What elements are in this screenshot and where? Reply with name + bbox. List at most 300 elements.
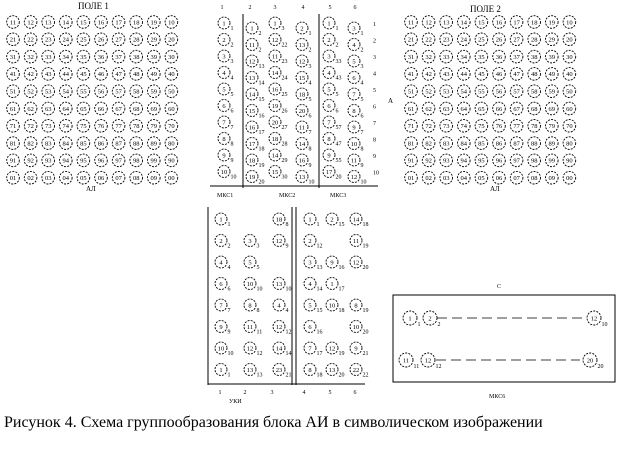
mks-cell-subscript: 7 [308,130,312,136]
field-1-cell-number: 45 [80,71,87,79]
field-2-cell-number: 97 [513,157,520,165]
uk-cell-number: 5 [248,259,252,267]
field-2-cell [510,137,523,150]
field-2-cell [510,68,523,81]
field-1-cell [112,154,125,167]
field-1-cell [77,16,90,29]
field-1-cell-number: 99 [150,157,158,165]
mks-cell-subscript: 2 [258,31,262,37]
field-1-cell-number: 47 [115,71,122,79]
mks-block [210,5,393,199]
field-2-cell-number: 64 [460,105,468,113]
mks45-cell-number: 1 [308,216,312,224]
field-1-cell [165,137,178,150]
field-1-cell [77,102,90,115]
mks-cell [348,88,364,103]
field-1-cell-number: 69 [150,105,158,113]
field-2-cell [493,154,506,167]
mks-cell-subscript: 16 [258,113,265,120]
mks45-cell [350,235,369,250]
field-2-cell [510,154,523,167]
field-1-cell-number: 93 [44,157,52,165]
field-1-cell-number: 09 [150,175,158,182]
field-1-cell [130,171,143,184]
mks-column-1: 1 [220,5,224,11]
mks45-cell-subscript: 16 [316,329,323,336]
mks-cell-subscript: 5 [335,92,339,98]
mks45-cell [304,321,323,336]
field-1-cell [42,68,55,81]
field-2-cell-number: 72 [425,123,432,131]
field-1-cell [77,120,90,133]
field-2-cell [458,33,471,46]
mks45-cell-subscript: 18 [316,372,323,379]
field-2-cell [563,16,576,29]
mks-side-label: А [388,97,394,105]
mks45-cell-number: 3 [308,259,312,267]
field-2-cell [563,171,576,184]
mks45-cell-number: 9 [354,345,358,353]
mks-cell-subscript: 5 [308,97,312,103]
field-2-cell [458,102,471,115]
field-1-cell [130,50,143,63]
mks-cell [269,133,288,148]
uk-cell-number: 9 [219,323,223,331]
field-2-cell [493,171,506,184]
mks-cell-subscript: 13 [258,64,265,70]
mks-cell-number: 8 [222,135,226,143]
mks-cell [218,133,234,148]
field-2-cell [422,171,435,184]
field-1-cell-number: 06 [97,175,105,182]
mks-cell-subscript: 5 [360,97,364,103]
field-2-cell [422,33,435,46]
field-1-cell-number: 17 [115,19,122,27]
mks45-cell-number: 8 [308,366,312,374]
field-2-cell [510,85,523,98]
field-1-cell-number: 23 [44,36,52,44]
mks-cell [269,116,288,131]
mks-cell-number: 5 [222,86,226,94]
field-1-cell [165,171,178,184]
field-1-cell [7,85,20,98]
field-1-cell-number: 12 [27,19,34,27]
field-2-cell [458,50,471,63]
field-1-cell-number: 28 [132,36,140,44]
field-2-cell-number: 45 [478,71,485,79]
field-2-cell [422,120,435,133]
uk-cell [244,364,263,379]
field-2-cell-number: 94 [460,157,468,165]
field-2-cell-number: 57 [513,88,520,96]
field-2-cell-number: 71 [407,123,415,131]
mks-row-number: 3 [373,55,376,61]
mks45-cell-subscript: 14 [316,286,323,293]
mks-cell-subscript: 10 [360,179,367,186]
field-2-cell-number: 25 [478,36,485,44]
mks-row-number: 2 [373,38,376,45]
field-1-cell-number: 62 [27,105,34,113]
field-1-cell-number: 60 [168,105,175,113]
field-2-cell [440,33,453,46]
field-1-cell-number: 70 [168,123,175,131]
mks-cell [296,105,312,120]
field-2-cell [493,33,506,46]
field-2-cell-number: 52 [425,88,432,96]
field-1-cell [148,154,161,167]
uk-column-3: 3 [270,390,274,396]
uk-cell [244,321,262,336]
mks-cell [246,121,265,136]
field-2-cell [405,85,418,98]
field-1-cell [148,137,161,150]
mks-cell-subscript: 27 [281,125,288,131]
uk-cell-number: 6 [219,280,223,288]
mks45-cell-subscript: 20 [362,329,369,336]
field-1-cell [60,102,73,115]
field-2-cell [493,120,506,133]
field-1-cell-number: 03 [44,175,52,182]
mks-cell-subscript: 2 [230,42,234,49]
field-2-cell [528,102,541,115]
field-2-cell [405,33,418,46]
field-1-cell [60,50,73,63]
mks45-cell-number: 22 [352,366,360,374]
mks-cell-number: 14 [248,91,256,99]
field-2-cell-number: 90 [566,157,573,165]
mks-cell [323,34,339,49]
uk-cell-number: 4 [219,259,223,267]
mks-cell-subscript: 6 [335,108,339,115]
uk-cell-number: 3 [248,237,252,245]
field-1-cell [130,16,143,29]
mks45-cell [304,235,323,250]
field-1-title: ПОЛЕ 1 [78,1,109,11]
mks-cell-number: 8 [327,135,331,143]
mks45-cell [350,213,369,228]
field-2-cell [546,85,559,98]
mks-cell [323,100,339,115]
field-1-cell-number: 27 [115,36,122,44]
mks-row-number: 7 [373,121,376,127]
field-1-cell [112,68,125,81]
field-2-cell [405,16,418,29]
mks-cell-number: 5 [327,86,331,94]
field-1-cell-number: 13 [44,19,52,27]
field-2-cell-number: 48 [530,71,538,79]
field-1-cell-number: 57 [115,88,122,96]
field-1-cell [148,171,161,184]
mks-cell-subscript: 9 [360,163,364,169]
field-1-cell-number: 98 [132,157,140,165]
mks-cell-number: 17 [325,168,333,176]
field-1-cell [95,50,108,63]
field-1-cell-number: 10 [168,19,175,27]
mks45-cell [326,278,345,293]
mks6-cell [403,311,421,328]
mks-cell-number: 13 [298,173,306,181]
mks-cell-number: 7 [222,119,226,127]
field-1-cell-number: 02 [27,175,34,182]
field-1-cell [148,68,161,81]
mks-cell-subscript: 7 [360,130,364,136]
mks-cell [296,55,312,70]
field-1-cell-number: 73 [44,123,52,131]
mks45-cell-subscript: 18 [362,222,369,228]
field-1-cell-number: 07 [115,175,122,182]
uk-cell [215,256,231,271]
field-2-cell [475,154,488,167]
mks6-cell-subscript: 2 [437,322,441,328]
mks45-cell-number: 6 [308,323,312,331]
field-1-cell [77,137,90,150]
field-2-cell-number: 22 [425,36,432,44]
field-1-cell-number: 67 [115,105,122,113]
mks6-cell-number: 20 [586,357,594,365]
field-1-cell [112,16,125,29]
mks-cell-subscript: 1 [230,26,234,32]
mks-cell-number: 13 [298,41,306,49]
mks-cell [348,55,364,70]
uk-cell-subscript: 10 [227,351,234,357]
field-1-cell-number: 19 [150,19,158,27]
mks-cell [323,166,342,181]
field-1-cell [148,50,161,63]
field-2-cell [563,102,576,115]
uk-cell [273,235,289,250]
field-2-cell-number: 14 [460,19,468,27]
field-2-cell-number: 99 [548,157,556,165]
mks-cell [296,171,315,186]
uk-column-4: 4 [302,390,306,396]
uk-cell-number: 23 [275,366,283,374]
uk-cell [244,342,263,357]
field-2-cell-number: 58 [530,88,538,96]
mks-cell [246,105,265,120]
field-1-cell [112,50,125,63]
mks-cell [269,149,288,164]
uk-cell-subscript: 10 [256,286,263,293]
field-1-cell [95,16,108,29]
field-1-cell [130,137,143,150]
mks-cell-number: 6 [352,74,356,82]
field-1-cell-number: 35 [80,53,87,61]
mks-cell-subscript: 3 [308,64,312,70]
uk-cell [215,364,231,379]
mks6-frame [393,295,615,382]
field-2-cell-number: 36 [495,53,503,61]
mks-cell-number: 13 [248,74,256,82]
field-1-cell-number: 90 [168,157,175,165]
field-1-cell-number: 54 [62,88,70,96]
uk-cell [273,213,289,228]
field-2-cell [440,68,453,81]
mks-cell-number: 2 [300,25,304,33]
field-2-cell [422,137,435,150]
field-1-cell [24,33,37,46]
mks-cell-subscript: 10 [230,174,237,181]
field-1-cell [24,154,37,167]
field-2-cell [458,137,471,150]
mks-cell [348,138,364,153]
field-2 [405,4,576,193]
field-1-cell [42,102,55,115]
uk-cell-number: 12 [275,323,283,331]
mks-cell-number: 3 [327,53,331,61]
field-2-cell-number: 19 [548,19,556,27]
field-2-cell [475,16,488,29]
field-2-cell-number: 38 [530,53,538,61]
mks45-cell-number: 5 [308,302,312,310]
field-2-cell [528,171,541,184]
field-2-cell [510,16,523,29]
mks45-cell [304,299,323,314]
mks45-cell-subscript: 21 [362,351,369,357]
mks-cell-subscript: 17 [258,130,265,136]
mks-cell-number: 12 [350,173,358,181]
field-2-cell [422,102,435,115]
uk-cell-subscript: 13 [256,372,263,379]
mks45-cell-subscript: 19 [362,308,369,314]
mks-cell-subscript: 15 [258,97,265,103]
mks-cell-subscript: 26 [281,108,288,115]
field-1-cell-number: 41 [9,71,17,79]
mks-cell [246,171,265,186]
field-2-cell-number: 81 [407,140,415,148]
uk-cell-subscript: 8 [285,222,289,228]
field-2-cell [528,16,541,29]
mks-cell-subscript: 57 [335,125,342,131]
field-1-cell [60,85,73,98]
field-2-cell [563,85,576,98]
field-1-cell-number: 22 [27,36,34,44]
mks-row-number: 4 [373,71,376,78]
uk-cell-subscript: 5 [256,265,260,271]
field-2-cell [563,137,576,150]
field-2-cell-number: 41 [407,71,415,79]
field-1-cell [165,50,178,63]
mks-column-4: 4 [301,5,305,11]
mks-cell [348,105,364,120]
field-1-cell [42,137,55,150]
mks-cell-number: 1 [273,20,277,28]
field-2-cell [563,50,576,63]
field-2-cell [458,16,471,29]
uk-cell-number: 4 [277,302,281,310]
mks45-cell-subscript: 19 [362,243,369,250]
field-1-cell-number: 37 [115,53,122,61]
mks-cell-subscript: 6 [360,113,364,120]
mks6-cell-subscript: 1 [417,322,421,328]
mks45-cell [326,213,345,228]
field-2-cell [563,33,576,46]
field-2-cell-number: 55 [478,88,485,96]
uki-label: УКИ [229,399,242,405]
mks45-cell-subscript: 20 [338,372,345,379]
field-1-cell [24,120,37,133]
field-2-cell-number: 86 [495,140,503,148]
field-1-cell-number: 30 [168,53,175,61]
field-2-cell [475,102,488,115]
field-2-cell-number: 30 [566,53,573,61]
field-1-cell-number: 80 [168,140,175,148]
mks45-cell-subscript: 1 [316,222,320,228]
mks-cell-subscript: 6 [230,108,234,115]
field-1-cell [165,120,178,133]
uk-cell-subscript: 9 [285,243,289,250]
field-1-cell-number: 53 [44,88,52,96]
mks-cell-subscript: 9 [230,158,234,164]
field-2-cell [546,50,559,63]
field-2-cell [458,120,471,133]
field-1-cell [60,120,73,133]
field-1-cell [112,171,125,184]
field-2-cell-number: 63 [442,105,450,113]
uk-cell-subscript: 12 [285,329,292,336]
field-2-cell [546,102,559,115]
uk-cell [215,235,231,250]
mks-cell-number: 12 [298,58,306,66]
field-1-cell-number: 56 [97,88,105,96]
field-2-cell [405,68,418,81]
mks45-cell [326,342,345,357]
field-2-cell [563,68,576,81]
mks-cell-number: 20 [298,107,306,115]
field-2-cell-number: 73 [442,123,450,131]
field-2-cell [422,85,435,98]
field-2-cell [405,137,418,150]
mks6-cell-number: 12 [590,315,598,323]
mks45-cell-number: 11 [352,237,360,245]
field-1-cell-number: 97 [115,157,122,165]
mks-cell [246,55,265,70]
mks-cell [348,39,364,54]
field-1-cell-number: 89 [150,140,158,148]
mks-cell-subscript: 4 [360,80,364,87]
field-2-cell-number: 78 [530,123,538,131]
mks3-label: МКС3 [330,193,347,199]
mks-column-5: 5 [328,5,332,11]
uk-cell [273,299,289,314]
field-2-cell [475,68,488,81]
field-1-cell-number: 76 [97,123,105,131]
uk-cell [215,321,231,336]
field-2-cell [510,171,523,184]
field-1-cell-number: 25 [80,36,87,44]
mks-cell-subscript: 3 [230,59,234,65]
mks-cell [348,154,364,169]
mks-row-number: 1 [373,22,376,28]
field-1-cell-number: 72 [27,123,34,131]
field-1-cell [95,120,108,133]
field-2-cell-number: 59 [548,88,556,96]
mks-cell [269,50,288,65]
mks-cell-number: 15 [271,168,279,176]
field-1-cell [77,85,90,98]
mks-cell-number: 2 [327,36,331,44]
mks-cell-subscript: 33 [335,59,342,65]
field-1-cell-number: 48 [132,71,140,79]
field-2-cell [422,154,435,167]
field-2-cell [528,120,541,133]
uk-cell-number: 18 [275,216,283,224]
field-1-cell [148,33,161,46]
field-1-cell [112,120,125,133]
field-1-cell-number: 85 [80,140,87,148]
uk-cell-number: 10 [246,280,254,288]
mks-cell-number: 11 [248,41,256,49]
mks-cell [269,67,288,82]
